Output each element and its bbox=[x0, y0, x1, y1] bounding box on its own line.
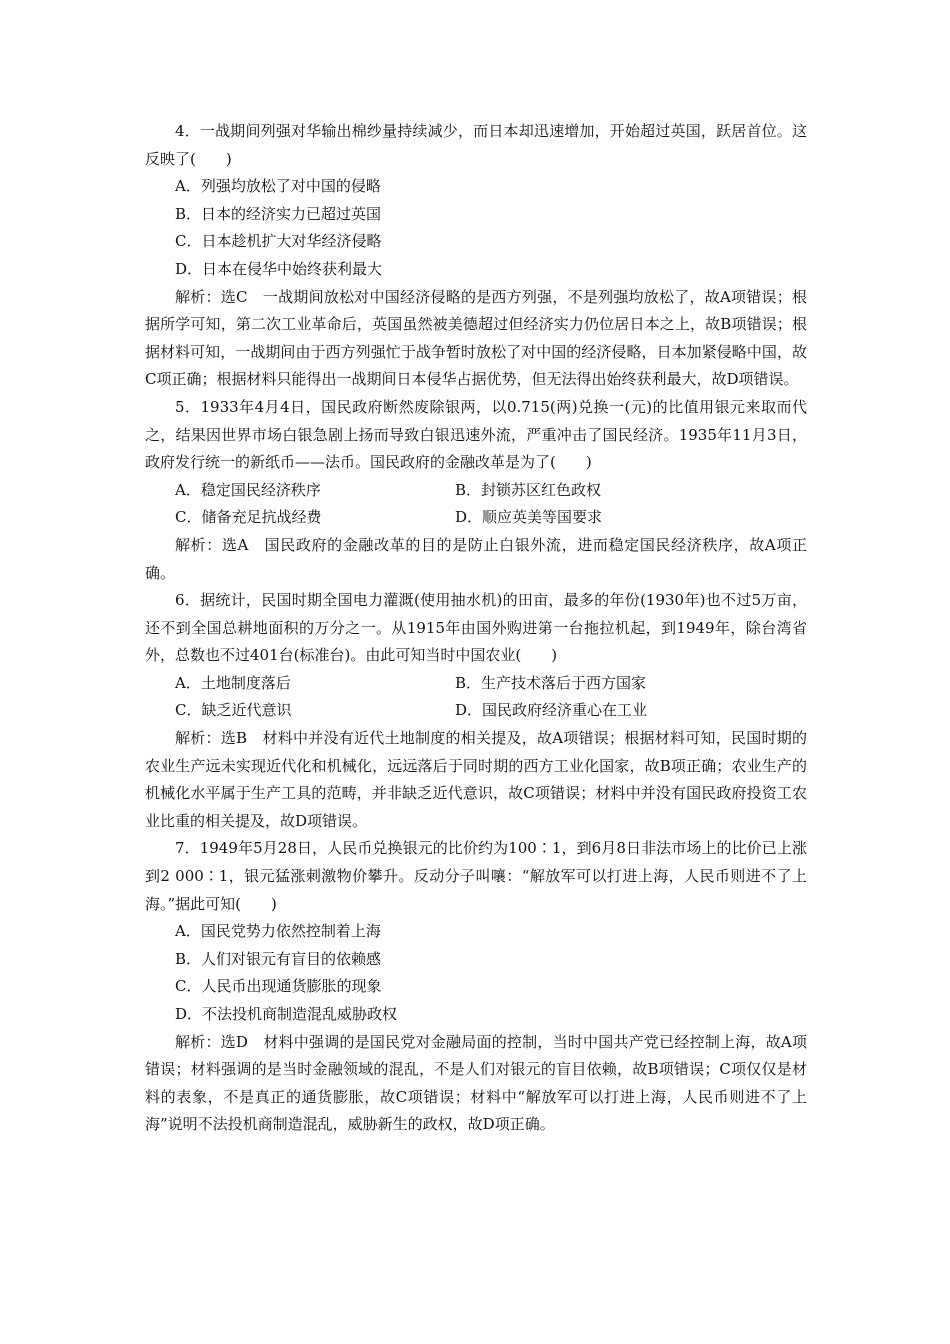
question-5-option-a: A．稳定国民经济秩序 bbox=[175, 480, 321, 499]
document-page bbox=[145, 118, 807, 1139]
question-5-options-row-2 bbox=[145, 504, 807, 532]
question-6-analysis: 解析：选B 材料中并没有近代土地制度的相关提及，故A项错误；根据材料可知，民国时期的农业生产远未实现近代化和机械化，远远落后于同时期的西方工业化国家，故B项正确；农业生产的机械化水平属于生产工具的范畴，并非缺乏近代意识，故C项错误；材料中并没有国民政府投资工农业比重的相关提及，故D项错误。 bbox=[145, 729, 807, 830]
question-7-option-a: A．国民党势力依然控制着上海 bbox=[175, 922, 381, 941]
question-6-option-d: D．国民政府经济重心在工业 bbox=[455, 701, 648, 720]
question-4-option-c: C．日本趁机扩大对华经济侵略 bbox=[175, 232, 382, 251]
question-6-option-a: A．土地制度落后 bbox=[175, 673, 291, 692]
question-6-stem: 6．据统计，民国时期全国电力灌溉(使用抽水机)的田亩，最多的年份(1930年)也不过5万亩，还不到全国总耕地面积的万分之一。从1915年由国外购进第一台拖拉机起，到1949年，除台湾省外，总数也不过401台(标准台)。由此可知当时中国农业( ) bbox=[145, 591, 807, 665]
question-5-options-row-1 bbox=[145, 477, 807, 505]
question-4-analysis: 解析：选C 一战期间放松对中国经济侵略的是西方列强，不是列强均放松了，故A项错误；根据所学可知，第二次工业革命后，英国虽然被美德超过但经济实力仍位居日本之上，故B项错误；根据材料可知，一战期间由于西方列强忙于战争暂时放松了对中国的经济侵略，日本加紧侵略中国，故C项正确；根据材料只能得出一战期间日本侵华占据优势，但无法得出始终获利最大，故D项错误。 bbox=[145, 287, 807, 389]
question-4-option-d: D．日本在侵华中始终获利最大 bbox=[175, 259, 383, 278]
question-5-analysis: 解析：选A 国民政府的金融改革的目的是防止白银外流，进而稳定国民经济秩序，故A项正确。 bbox=[145, 535, 807, 582]
question-6-options-row-1 bbox=[145, 670, 807, 698]
question-7-option-b: B．人们对银元有盲目的依赖感 bbox=[175, 949, 382, 968]
question-6-option-c: C．缺乏近代意识 bbox=[175, 701, 292, 720]
question-4-option-a: A．列强均放松了对中国的侵略 bbox=[175, 177, 381, 196]
question-6-options-row-2 bbox=[145, 697, 807, 725]
question-7-option-c: C．人民币出现通货膨胀的现象 bbox=[175, 977, 382, 996]
question-5-stem: 5．1933年4月4日，国民政府断然废除银两，以0.715(两)兑换一(元)的比值用银元来取而代之，结果因世界市场白银急剧上扬而导致白银迅速外流，严重冲击了国民经济。1935年11月3日，政府发行统一的新纸币——法币。国民政府的金融改革是为了( ) bbox=[145, 397, 807, 472]
question-7-option-d: D．不法投机商制造混乱威胁政权 bbox=[175, 1005, 398, 1023]
question-7-analysis: 解析：选D 材料中强调的是国民党对金融局面的控制，当时中国共产党已经控制上海，故A项错误；材料强调的是当时金融领域的混乱，不是人们对银元的盲目依赖，故B项错误；C项仅仅是材料的表象，不是真正的通货膨胀，故C项错误；材料中“解放军可以打进上海，人民币则进不了上海”说明不法投机商制造混乱，威胁新生的政权，故D项正确。 bbox=[145, 1032, 807, 1134]
question-5-option-b: B．封锁苏区红色政权 bbox=[455, 480, 602, 499]
question-5-option-d: D．顺应英美等国要求 bbox=[455, 508, 603, 527]
question-6-option-b: B．生产技术落后于西方国家 bbox=[455, 673, 647, 692]
question-4-stem: 4．一战期间列强对华输出棉纱量持续减少，而日本却迅速增加，开始超过英国，跃居首位。这反映了( ) bbox=[145, 122, 807, 168]
question-4-option-b: B．日本的经济实力已超过英国 bbox=[175, 204, 382, 223]
question-5-option-c: C．储备充足抗战经费 bbox=[175, 508, 322, 527]
question-7-stem: 7．1949年5月28日，人民币兑换银元的比价约为100∶1，到6月8日非法市场上的比价已上涨到2 000∶1，银元猛涨刺激物价攀升。反动分子叫嚷：“解放军可以打进上海，人民币则进不了上海。”据此可知( ) bbox=[145, 839, 807, 913]
